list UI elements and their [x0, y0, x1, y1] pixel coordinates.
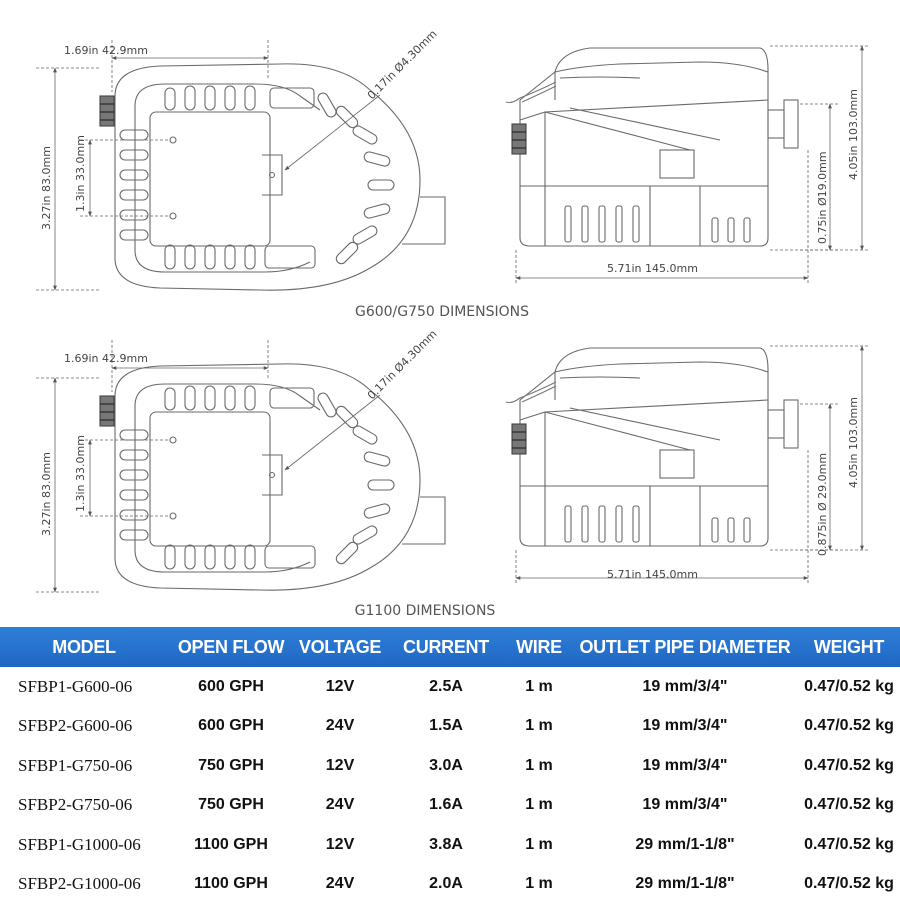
header-model: MODEL — [0, 627, 168, 667]
header-voltage: VOLTAGE — [294, 627, 386, 667]
table-row — [0, 667, 900, 707]
header-open-flow: OPEN FLOW — [168, 627, 294, 667]
dim-hole-spacing-2: 1.3in 33.0mm — [74, 435, 87, 512]
cell-model: SFBP1-G750-06 — [0, 746, 168, 786]
cell-wire: 1 m — [506, 746, 572, 786]
table-row — [0, 786, 900, 826]
dim-side-length-1: 5.71in 145.0mm — [607, 262, 698, 275]
cell-voltage: 24V — [294, 865, 386, 904]
header-wire: WIRE — [506, 627, 572, 667]
cell-weight: 0.47/0.52 kg — [798, 746, 900, 786]
table-row — [0, 746, 900, 786]
cell-voltage: 12V — [294, 746, 386, 786]
dim-height-left-2: 3.27in 83.0mm — [40, 452, 53, 536]
table-row — [0, 825, 900, 865]
side-view-g1100 — [506, 348, 798, 546]
side-view-g600-g750 — [506, 48, 798, 246]
cell-current: 1.6A — [386, 786, 506, 826]
caption-g1100: G1100 DIMENSIONS — [355, 603, 496, 619]
dimension-lines-1 — [36, 40, 870, 290]
cell-open-flow: 1100 GPH — [168, 865, 294, 904]
dim-top-width-1: 1.69in 42.9mm — [64, 44, 148, 57]
dim-height-left-1: 3.27in 83.0mm — [40, 146, 53, 230]
cell-model: SFBP2-G600-06 — [0, 707, 168, 747]
cell-weight: 0.47/0.52 kg — [798, 667, 900, 707]
cell-weight: 0.47/0.52 kg — [798, 825, 900, 865]
cell-open-flow: 1100 GPH — [168, 825, 294, 865]
cell-model: SFBP1-G1000-06 — [0, 825, 168, 865]
dim-top-width-2: 1.69in 42.9mm — [64, 352, 148, 365]
table-header-row — [0, 627, 900, 667]
cell-current: 1.5A — [386, 707, 506, 747]
dim-side-height-2: 4.05in 103.0mm — [847, 397, 860, 488]
cell-wire: 1 m — [506, 707, 572, 747]
cell-wire: 1 m — [506, 825, 572, 865]
cell-open-flow: 600 GPH — [168, 707, 294, 747]
cell-weight: 0.47/0.52 kg — [798, 707, 900, 747]
table-row — [0, 707, 900, 747]
cell-model: SFBP2-G750-06 — [0, 786, 168, 826]
cell-wire: 1 m — [506, 667, 572, 707]
cell-outlet: 29 mm/1-1/8" — [572, 825, 798, 865]
cell-open-flow: 750 GPH — [168, 746, 294, 786]
dim-outlet-2: 0.875in Ø 29.0mm — [816, 453, 829, 556]
table-row — [0, 865, 900, 904]
cell-voltage: 12V — [294, 667, 386, 707]
cell-outlet: 19 mm/3/4" — [572, 786, 798, 826]
dim-hole-2: 0.17in Ø4.30mm — [365, 327, 440, 402]
cell-current: 2.5A — [386, 667, 506, 707]
cell-outlet: 19 mm/3/4" — [572, 667, 798, 707]
cell-outlet: 19 mm/3/4" — [572, 746, 798, 786]
cell-voltage: 12V — [294, 825, 386, 865]
spec-table — [0, 627, 900, 904]
top-view-g600-g750 — [100, 64, 445, 290]
cell-voltage: 24V — [294, 707, 386, 747]
cell-weight: 0.47/0.52 kg — [798, 786, 900, 826]
dim-side-length-2: 5.71in 145.0mm — [607, 568, 698, 581]
cell-model: SFBP2-G1000-06 — [0, 865, 168, 904]
cell-model: SFBP1-G600-06 — [0, 667, 168, 707]
cell-voltage: 24V — [294, 786, 386, 826]
header-current: CURRENT — [386, 627, 506, 667]
cell-open-flow: 600 GPH — [168, 667, 294, 707]
dim-hole-spacing-1: 1.3in 33.0mm — [74, 135, 87, 212]
cell-outlet: 29 mm/1-1/8" — [572, 865, 798, 904]
caption-g600-g750: G600/G750 DIMENSIONS — [355, 304, 529, 320]
cell-current: 3.0A — [386, 746, 506, 786]
top-view-g1100 — [100, 364, 445, 590]
dim-hole-1: 0.17in Ø4.30mm — [365, 27, 440, 102]
cell-current: 3.8A — [386, 825, 506, 865]
cell-wire: 1 m — [506, 786, 572, 826]
cell-wire: 1 m — [506, 865, 572, 904]
cell-outlet: 19 mm/3/4" — [572, 707, 798, 747]
header-weight: WEIGHT — [798, 627, 900, 667]
cell-current: 2.0A — [386, 865, 506, 904]
dim-side-height-1: 4.05in 103.0mm — [847, 89, 860, 180]
dim-outlet-1: 0.75in Ø19.0mm — [816, 151, 829, 244]
cell-weight: 0.47/0.52 kg — [798, 865, 900, 904]
cell-open-flow: 750 GPH — [168, 786, 294, 826]
header-outlet-pipe-diameter: OUTLET PIPE DIAMETER — [572, 627, 798, 667]
dimension-lines-2 — [36, 340, 870, 592]
